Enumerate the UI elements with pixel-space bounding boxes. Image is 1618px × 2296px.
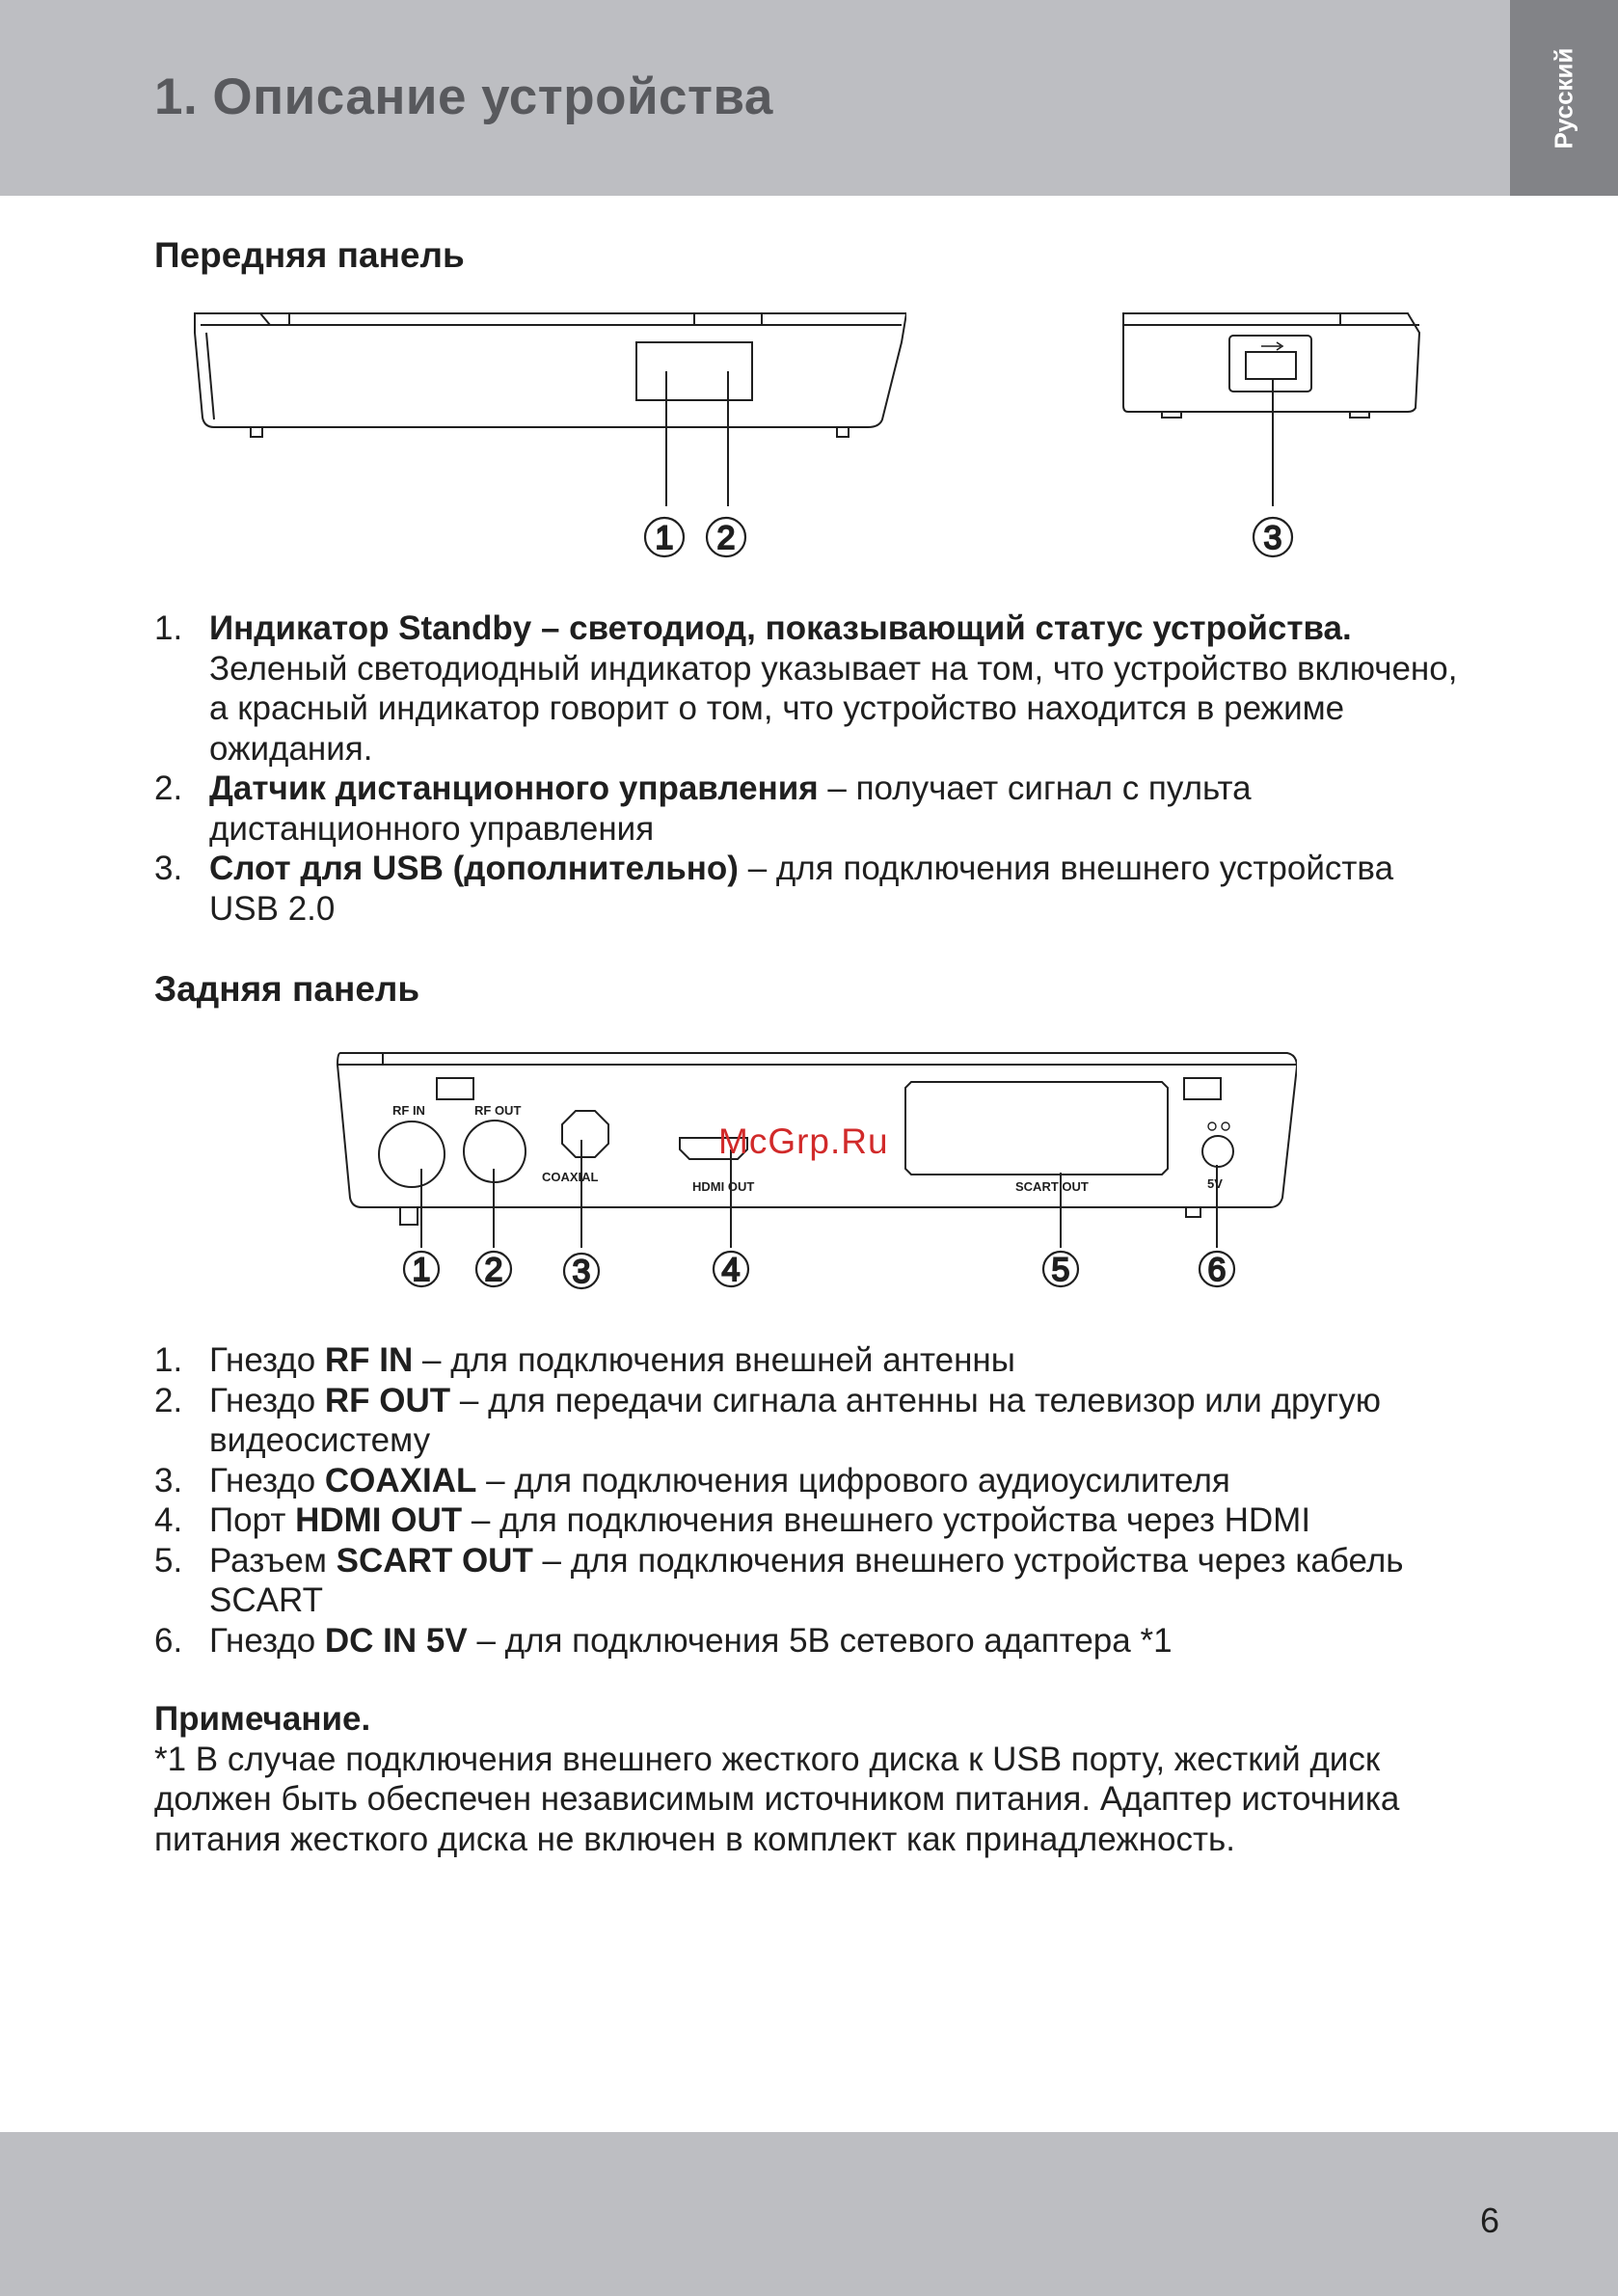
list-item-title: SCART OUT: [336, 1541, 533, 1580]
list-item-number: 2.: [154, 1381, 183, 1419]
front-callout-3: [1254, 518, 1292, 556]
list-item: [154, 1500, 1466, 1541]
page-title: 1. Описание устройства: [154, 68, 773, 125]
list-item-text: – для подключения цифрового аудиоусилителя: [476, 1461, 1230, 1499]
list-item: [154, 769, 1466, 849]
front-panel-title: Передняя панель: [154, 235, 465, 275]
usb-port-icon: [1246, 352, 1296, 379]
rear-callout-3-label: 3: [572, 1254, 591, 1290]
coaxial-label: COAXIAL: [542, 1170, 599, 1184]
list-item-text: – для подключения внешнего устройства через HDMI: [462, 1501, 1311, 1539]
rf-out-label: RF OUT: [474, 1103, 522, 1118]
list-item-text: – для подключения внешнего устройства USB 2.0: [209, 850, 1394, 928]
list-item-title: Датчик дистанционного управления: [209, 770, 819, 807]
list-item-number: 3.: [154, 1461, 183, 1499]
rear-callout-2: [476, 1252, 511, 1288]
rear-callout-2-label: 2: [484, 1252, 503, 1288]
front-panel-drawing: [193, 304, 906, 564]
list-item-title: Слот для USB (дополнительно): [209, 850, 739, 887]
page-number: 6: [1479, 2201, 1499, 2240]
front-callout-2-label: 2: [716, 520, 736, 556]
hdmi-out-label: HDMI OUT: [692, 1179, 755, 1194]
list-item-prefix: Разъем: [209, 1541, 337, 1580]
language-tab-label: Русский: [1549, 47, 1578, 149]
rear-callout-4: [714, 1252, 748, 1288]
front-panel-list: [154, 608, 1466, 929]
list-item: [154, 608, 1466, 769]
note-title: Примечание.: [154, 1700, 371, 1738]
list-item-number: 6.: [154, 1621, 183, 1660]
rear-callout-5-label: 5: [1051, 1252, 1070, 1288]
list-item-title: Индикатор Standby – светодиод, показывающий статус устройства.: [209, 609, 1352, 647]
rear-callout-3: [564, 1254, 599, 1290]
rear-callout-4-label: 4: [721, 1252, 741, 1288]
watermark: McGrp.Ru: [718, 1121, 889, 1161]
list-item-prefix: Гнездо: [209, 1461, 325, 1499]
list-item: [154, 1461, 1466, 1501]
rear-callout-6: [1200, 1252, 1234, 1288]
coaxial-jack: [562, 1111, 608, 1157]
rear-panel-title: Задняя панель: [154, 969, 420, 1009]
footer-band: [0, 2132, 1618, 2296]
scart-port: [905, 1082, 1168, 1175]
rear-callout-1: [404, 1252, 439, 1288]
list-item-title: COAXIAL: [324, 1461, 477, 1499]
list-item-number: 5.: [154, 1541, 183, 1580]
header-band: [0, 0, 1510, 196]
rf-in-jack: [379, 1121, 445, 1187]
list-item: [154, 1621, 1466, 1661]
list-item-prefix: Гнездо: [209, 1381, 325, 1419]
rear-callout-6-label: 6: [1207, 1252, 1227, 1288]
list-item-title: HDMI OUT: [295, 1501, 463, 1539]
list-item-title: DC IN 5V: [324, 1621, 468, 1660]
side-panel-drawing: [1119, 304, 1427, 564]
list-item-text: – для подключения 5В сетевого адаптера *1: [467, 1621, 1173, 1660]
list-item-title: RF IN: [324, 1341, 414, 1379]
list-item-text: – для подключения внешнего устройства через кабель SCART: [209, 1541, 1404, 1619]
list-item-text: Зеленый светодиодный индикатор указывает на том, что устройство включено, а красный индикатор говорит о том, что устройство находится в режиме ожидания.: [209, 649, 1458, 768]
note-text: *1 В случае подключения внешнего жесткого диска к USB порту, жесткий диск должен быть обеспечен независимым источником питания. Адаптер источника питания жесткого диска не включен в комплект как принадлежность.: [154, 1740, 1400, 1858]
dc-5v-label: 5V: [1207, 1176, 1223, 1191]
list-item-prefix: Гнездо: [209, 1621, 325, 1660]
scart-out-label: SCART OUT: [1015, 1179, 1089, 1194]
front-callout-2: [707, 518, 745, 556]
rear-callout-5: [1043, 1252, 1078, 1288]
list-item: [154, 1541, 1466, 1621]
front-callout-1: [645, 518, 684, 556]
list-item-number: 3.: [154, 850, 183, 887]
list-item: [154, 1381, 1466, 1461]
rf-in-label: RF IN: [392, 1103, 425, 1118]
list-item-text: – для передачи сигнала антенны на телевизор или другую видеосистему: [209, 1381, 1382, 1459]
list-item-number: 2.: [154, 770, 183, 807]
list-item-number: 4.: [154, 1501, 183, 1539]
dc-in-jack: [1202, 1136, 1233, 1167]
list-item-prefix: Гнездо: [209, 1341, 325, 1379]
list-item-number: 1.: [154, 1341, 183, 1379]
front-callout-1-label: 1: [655, 520, 674, 556]
list-item-text: – получает сигнал с пульта дистанционного управления: [209, 770, 1252, 848]
list-item-prefix: Порт: [209, 1501, 296, 1539]
note-block: [154, 1699, 1466, 1859]
list-item-title: RF OUT: [324, 1381, 451, 1419]
rear-panel-list: [154, 1340, 1466, 1661]
front-callout-3-label: 3: [1263, 520, 1282, 556]
list-item-number: 1.: [154, 609, 183, 647]
language-tab: [1510, 0, 1618, 196]
list-item-text: – для подключения внешней антенны: [413, 1341, 1015, 1379]
rear-callout-1-label: 1: [412, 1252, 431, 1288]
list-item: [154, 1340, 1466, 1381]
list-item: [154, 849, 1466, 929]
rear-panel-drawing: [333, 1043, 1297, 1299]
